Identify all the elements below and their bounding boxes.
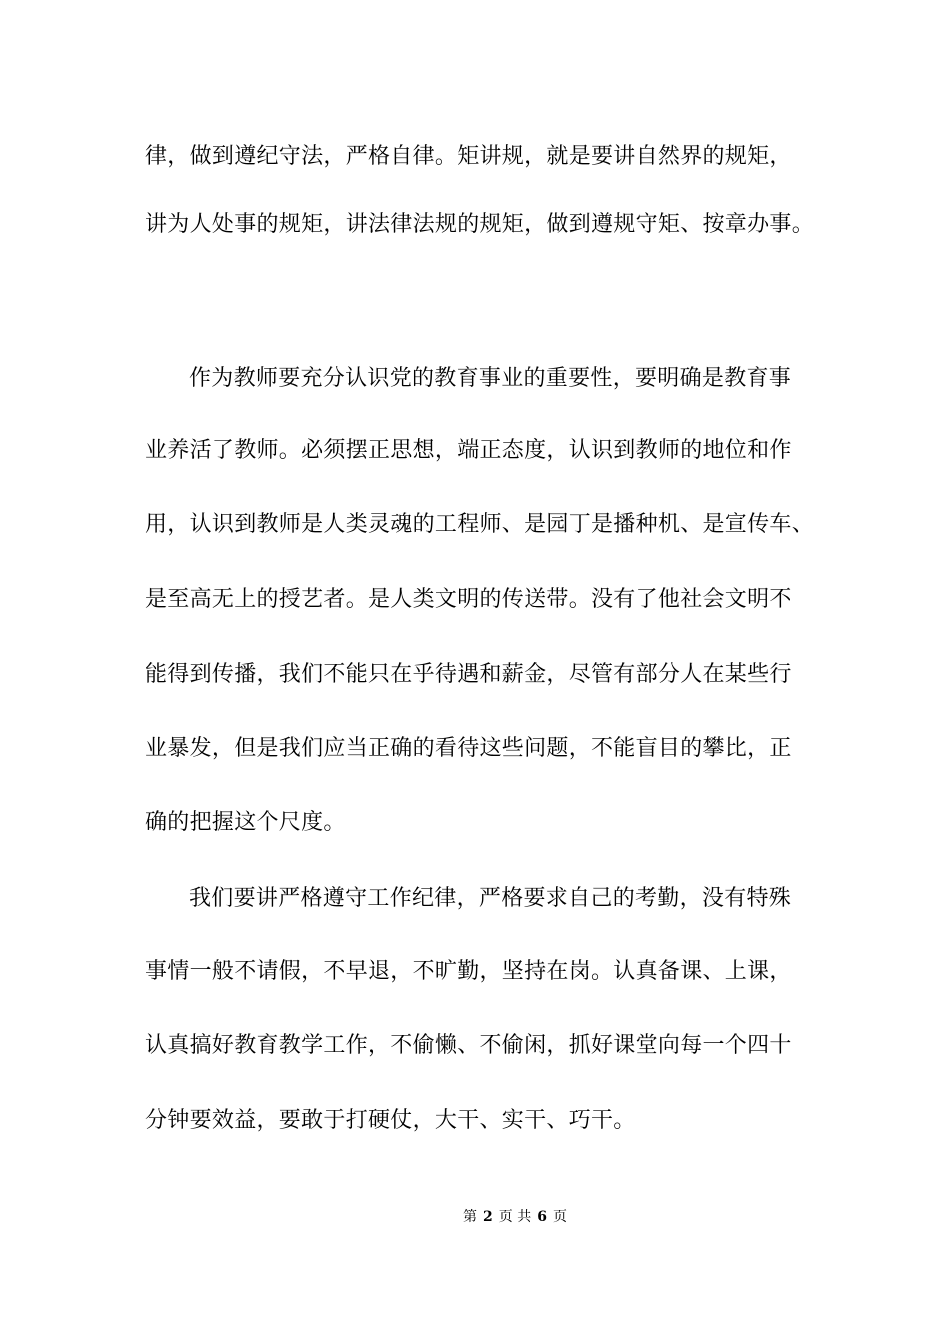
text-line: 是至高无上的授艺者。是人类文明的传送带。没有了他社会文明不 [145,587,792,612]
current-page-number: 2 [483,1209,493,1225]
text-line: 业暴发，但是我们应当正确的看待这些问题，不能盲目的攀比，正 [145,736,792,761]
total-pages-number: 6 [537,1209,547,1225]
text-line: 业养活了教师。必须摆正思想，端正态度，认识到教师的地位和作 [145,438,792,463]
footer-suffix: 页 [552,1209,567,1225]
text-line: 律，做到遵纪守法，严格自律。矩讲规，就是要讲自然界的规矩， [145,144,792,169]
text-line: 分钟要效益，要敢于打硬仗，大干、实干、巧干。 [145,1108,636,1133]
text-line: 讲为人处事的规矩，讲法律法规的规矩，做到遵规守矩、按章办事。 [145,212,815,237]
page-footer [0,1208,950,1226]
text-line: 用，认识到教师是人类灵魂的工程师、是园丁是播种机、是宣传车、 [145,512,815,537]
text-line: 我们要讲严格遵守工作纪律，严格要求自己的考勤，没有特殊 [189,886,792,911]
text-line: 能得到传播，我们不能只在乎待遇和薪金，尽管有部分人在某些行 [145,662,792,687]
footer-prefix: 第 [463,1209,478,1225]
text-line: 认真搞好教育教学工作，不偷懒、不偷闲，抓好课堂向每一个四十 [145,1033,792,1058]
footer-middle: 页 共 [498,1209,532,1225]
text-line: 确的把握这个尺度。 [145,810,346,835]
text-line: 事情一般不请假，不早退，不旷勤，坚持在岗。认真备课、上课， [145,959,792,984]
text-line: 作为教师要充分认识党的教育事业的重要性，要明确是教育事 [189,366,792,391]
